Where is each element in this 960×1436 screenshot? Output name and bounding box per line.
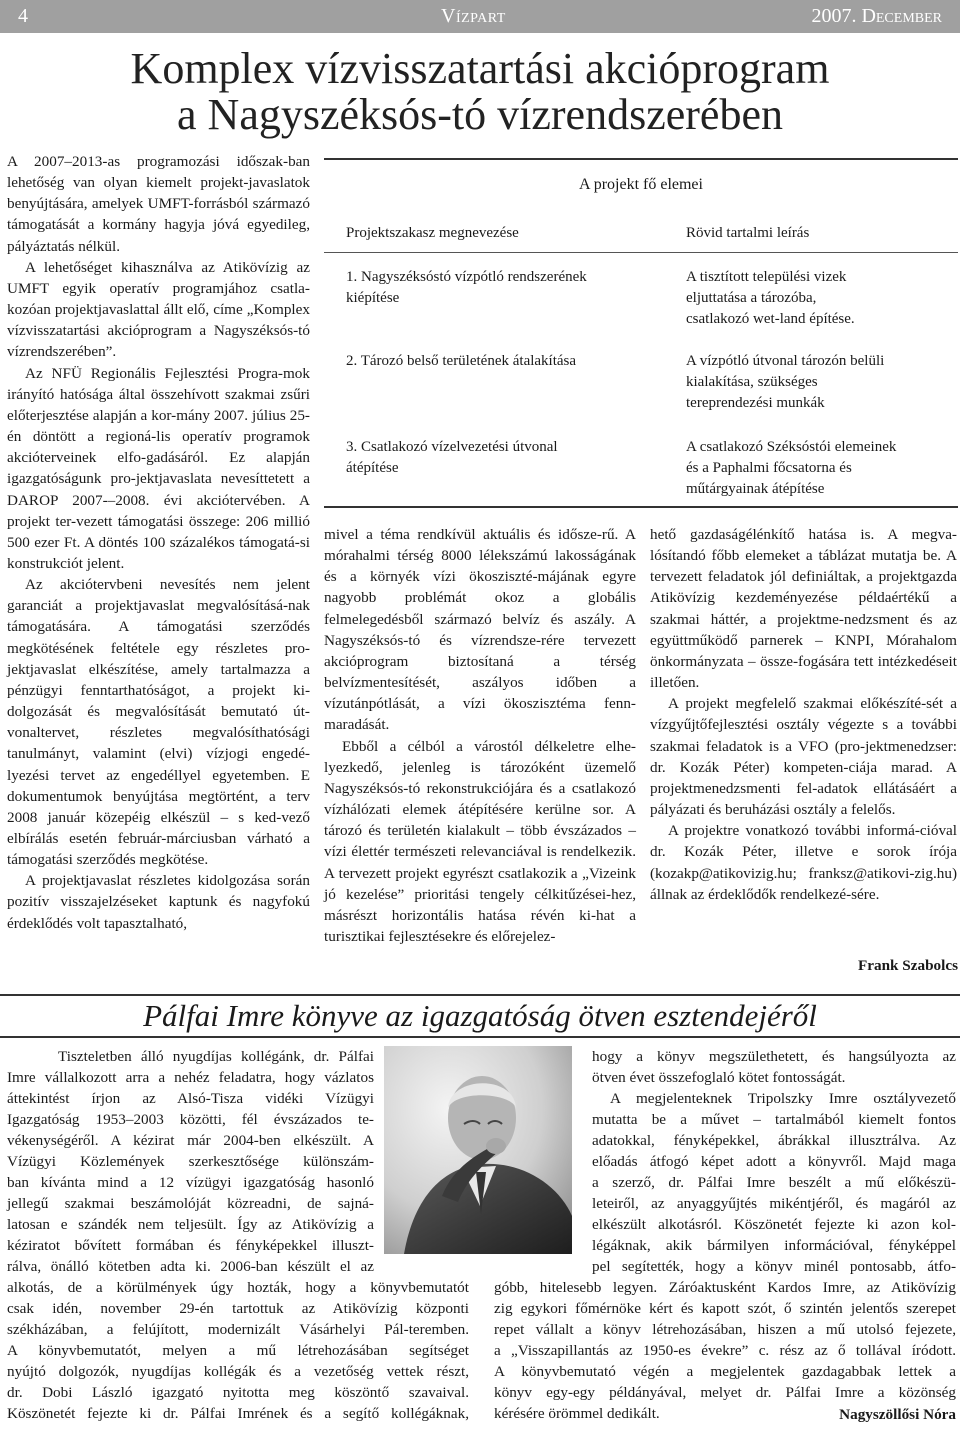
- text-line: zig egykori főmérnöke kért és kapott szót, ő szintén jelentős szerepet: [494, 1300, 956, 1317]
- text-line: leteiről, az anyaggyűjtés mikéntjéről, és magáról az: [592, 1195, 956, 1212]
- paragraph: A lehetőséget kihasználva az Atikövízig az UMFT egyik operatív programjához csatla-kozóan projektjavaslattal állt elő, címe „Komplex vízvisszatartási akcióprogram a Nagyszéksós-tó vízrendszerében”.: [7, 258, 310, 361]
- table-row-3-description: A csatlakozó Széksóstói elemeinek és a Paphalmi főcsatorna és műtárgyainak átépítése: [686, 439, 897, 497]
- paragraph: A projektre vonatkozó további informá-cióval dr. Kozák Péter, illetve e sorok írója (kozakp@atikovizig.hu; franksz@atikovi-zig.hu) állnak az érdeklődők rendelkezé-sére.: [650, 822, 957, 903]
- paragraph: A projektjavaslat részletes kidolgozása során pozitív visszajelzéseket kaptunk és nagyfokú érdeklődés volt tapasztalható,: [7, 872, 310, 932]
- text-line: áttekintést írjon az Alsó-Tisza vidéki Vízügyi: [7, 1090, 374, 1107]
- text-line: hogy a könyv megszülethetett, és hangsúlyozta az: [592, 1048, 956, 1065]
- text-line: Igazgatóság 1953–2003 közötti, fél évszázados te-: [7, 1111, 374, 1128]
- newspaper-name: Vízpart: [441, 5, 506, 27]
- text-line: ötven évet összefoglaló kötet fontosságát.: [592, 1069, 846, 1086]
- page-header-bar: [0, 0, 960, 33]
- article-title-line-1: Komplex vízvisszatartási akcióprogram: [130, 44, 830, 93]
- text-line: A megjelenteknek Tripolszky Imre osztályvezető: [610, 1090, 956, 1107]
- text-line: alkotás, de a körülmények úgy hozták, hogy a könyvbemutatót: [7, 1279, 469, 1296]
- text-line: Imre vállalkozott arra a nehéz feladatra, hogy vázlatos: [7, 1069, 374, 1086]
- portrait-photo-icon: [384, 1046, 572, 1254]
- text-line: ban kívánta mind a 12 vízügyi igazgatóság hasonló: [7, 1174, 374, 1191]
- text-line: csak idén, november 29-én tartottuk az Atikövízig központi: [7, 1300, 469, 1317]
- page-number: 4: [18, 5, 28, 27]
- paragraph: A 2007–2013-as programozási időszak-ban lehetőség van olyan kiemelt projekt-javaslatok benyújtására, amelyek UMFT-forrásból származó támogatását a kormány hagyja jóvá egyedileg, pályáztatás nélkül.: [7, 153, 310, 255]
- column-header-description: Rövid tartalmi leírás: [686, 225, 810, 241]
- article-column-3: [650, 524, 957, 905]
- paragraph: hető gazdaságélénkítő hatása is. A megva-lósítandó főbb elemeket a táblázat mutatja be. A tervezett feladatok jól definiáltak, a projektgazda Atikövízig kezdeményezése példaértékű a szakmai háttér, a projektme-nedzsment és az együttműködő parnerek – KNPI, Mórahalom önkormányzata – össze-fogására tett intézkedéseit illetően.: [650, 526, 957, 692]
- table-heading: A projekt fő elemei: [579, 176, 703, 193]
- article-column-1: [7, 151, 310, 934]
- text-line: elkészült alkotásról. Köszönetét fejezte ki azon kol-: [592, 1216, 956, 1233]
- article-column-2: [324, 524, 636, 947]
- text-line: rálva, önálló kötetben adta ki. 2006-ban készült el az: [7, 1258, 374, 1275]
- table-row-2-name: 2. Tározó belső területének átalakítása: [346, 353, 577, 369]
- project-elements-table: [324, 158, 958, 508]
- text-line: kérésére örömmel dedikált.: [494, 1405, 660, 1422]
- author-signature: Nagyszöllősi Nóra: [839, 1406, 956, 1423]
- text-line: mutatta be a művet – tartalmából kiemelt fontos: [592, 1111, 956, 1128]
- text-line: a „Visszapillantás az 1950-es évekre” c. rész az ő tollával íródott.: [494, 1342, 956, 1359]
- text-line: könyv egy-egy példányával, melyet dr. Pálfai Imre a közönség: [494, 1384, 956, 1401]
- article-title-line-2: a Nagyszéksós-tó vízrendszerében: [177, 90, 783, 139]
- table-row-3-name: 3. Csatlakozó vízelvezetési útvonal átépítése: [346, 439, 558, 476]
- paragraph: Ebből a célból a várostól délkeletre elhe-lyezkedő, jelenleg is tározóként üzemelő Nagyszéksós-tó rekonstrukciójára és a csatlakozó vízhálózati elemek átépítésére kerülne sor. A tározó és területén kialakult – több évszázados – vízi élettér természeti relevanciával is rendelkezik. A tervezett projekt egyrészt csatlakozik a „Vizeink jó kezelése” prioritási tengely célkitűzései-hez, másrészt horizontális hatása révén ki-hat a turisztikai fejlesztésekre és előrejelez-: [324, 737, 636, 945]
- text-line: A könyvbemutató végén a megjelentek gazdagabbak lettek a: [494, 1363, 956, 1380]
- text-line: latosan e szándék nem teljesült. Így az Atikövízig a: [7, 1216, 374, 1233]
- paragraph: A projekt megfelelő szakmai előkészíté-sét a vízgyűjtőfejlesztési osztály végezte s a további szakmai feladatok is a VFO (pro-jektmenedzser: dr. Kozák Péter) kompeten-ciája marad. A projektmenedzsmenti fel-adatok ellátásáért a pályázati és beruházási osztály a felelős.: [650, 695, 957, 819]
- text-line: Köszönetét fejezte ki dr. Pálfai Imrének és a segítő kollégáknak,: [7, 1405, 469, 1422]
- text-line: dr. Dobi László igazgató nyitotta meg köszöntő szavaival.: [7, 1384, 469, 1401]
- paragraph: Az akciótervbeni nevesítés nem jelent garanciát a projektjavaslat megvalósításá-nak támogatására. A támogatási szerződés megkötésének feltétele egy részletes pro-jektjavaslat elkészítése, amely tartalmazza a pénzügyi fenntarthatóságot, a projekt ki-dolgozását és megvalósítását bemutató út-vonaltervet, részletes megvalósíthatósági tanulmányt, valamint (elvi) vízjogi engedé-lyezési tervet az engedéllyel egyetemben. E dokumentumok benyújtása megtörtént, a terv 2008 január közepéig elkészül – s ked-vező elbírálás esetén február-márciusban várható a támogatási szerződés megkötése.: [7, 576, 310, 869]
- text-line: adatokkal, fényképekkel, ábrákkal illusztrálva. Az: [592, 1132, 956, 1149]
- text-line: kéziratot bővített formában és fényképekkel illuszt-: [7, 1237, 374, 1254]
- author-signature: Frank Szabolcs: [858, 957, 958, 974]
- text-line: a szerző, dr. Pálfai Imre beszélt a mű előkészü-: [592, 1174, 956, 1191]
- text-line: székházában, a felújított, modernizált Vásárhelyi Pál-teremben.: [7, 1321, 469, 1338]
- text-line: pel segítették, hogy a könyv minél pontosabb, átfo-: [592, 1258, 956, 1275]
- text-line: előadás átfogó képet adott a könyvről. Majd maga: [592, 1153, 956, 1170]
- column-header-name: Projektszakasz megnevezése: [346, 225, 519, 241]
- text-line: góbb, hitelesebb legyen. Záróaktusként Kardos Imre, az Atikövízig: [494, 1279, 956, 1296]
- paragraph: mivel a téma rendkívül aktuális és idősze-rű. A mórahalmi térség 8000 lélekszámú lakosságának és a környék vízi ökosziszté-májának egyre nagyobb problémát okoz a globális felmelegedésből származó belvíz és aszály. A Nagyszéksós-tó és vízrendsze-rére tervezett akcióprogram biztosítaná a térség belvízmentesítését, aszályos időben a vízutánpótlását, a vízi ökoszisztéma fenn-maradását.: [324, 526, 636, 734]
- text-line: jellegű szakmai beszámolóját közreadni, de sajná-: [7, 1195, 374, 1212]
- paragraph: Az NFÜ Regionális Fejlesztési Progra-mok irányító hatósága által összehívott szakmai zsűri előterjesztése alapján a kor-mány 2007. július 25-én döntött a regioná-lis operatív programok akcióterveinek elfo-gadásáról. Ez alapján igazgatóságunk pro-jektjavaslata nevesíttetett a DAROP 2007-–2008. évi akciótervében. A projekt ter-vezett támogatási összege: 206 millió 500 ezer Ft. A döntés 100 százalékos támogatá-si konstrukciót jelent.: [7, 364, 310, 572]
- text-line: A könyvbemutatót, melyen a mű létrehozásában segítséget: [7, 1342, 469, 1359]
- text-line: repet vállalt a könyv létrehozásában, hiszen a mű utolsó fejezete,: [494, 1321, 956, 1338]
- text-line: légáknak, akik bármilyen információval, fényképpel: [592, 1237, 956, 1254]
- article-2-title: Pálfai Imre könyve az igazgatóság ötven esztendejéről: [0, 994, 960, 1038]
- table-header-divider: [324, 252, 958, 253]
- table-row-2-description: A vízpótló útvonal tározón belüli kialakítása, szükséges tereprendezési munkák: [686, 353, 885, 411]
- text-line: Vízügyi Közlemények szerkesztősége különszám-: [7, 1153, 374, 1170]
- text-line: nyújtó dolgozók, nyugdíjas kollégák és a vezetőség vettek részt,: [7, 1363, 469, 1380]
- text-line: vékenységéről. A kézirat már 2004-ben elkészült. A: [7, 1132, 374, 1149]
- text-line: Tiszteletben álló nyugdíjas kollégánk, dr. Pálfai: [58, 1048, 374, 1065]
- table-row-1-description: A tisztított települési vizek eljuttatása a tározóba, csatlakozó wet-land építése.: [686, 269, 855, 327]
- table-row-1-name: 1. Nagyszéksóstó vízpótló rendszerének kiépítése: [346, 269, 587, 306]
- issue-date: 2007. December: [811, 5, 942, 27]
